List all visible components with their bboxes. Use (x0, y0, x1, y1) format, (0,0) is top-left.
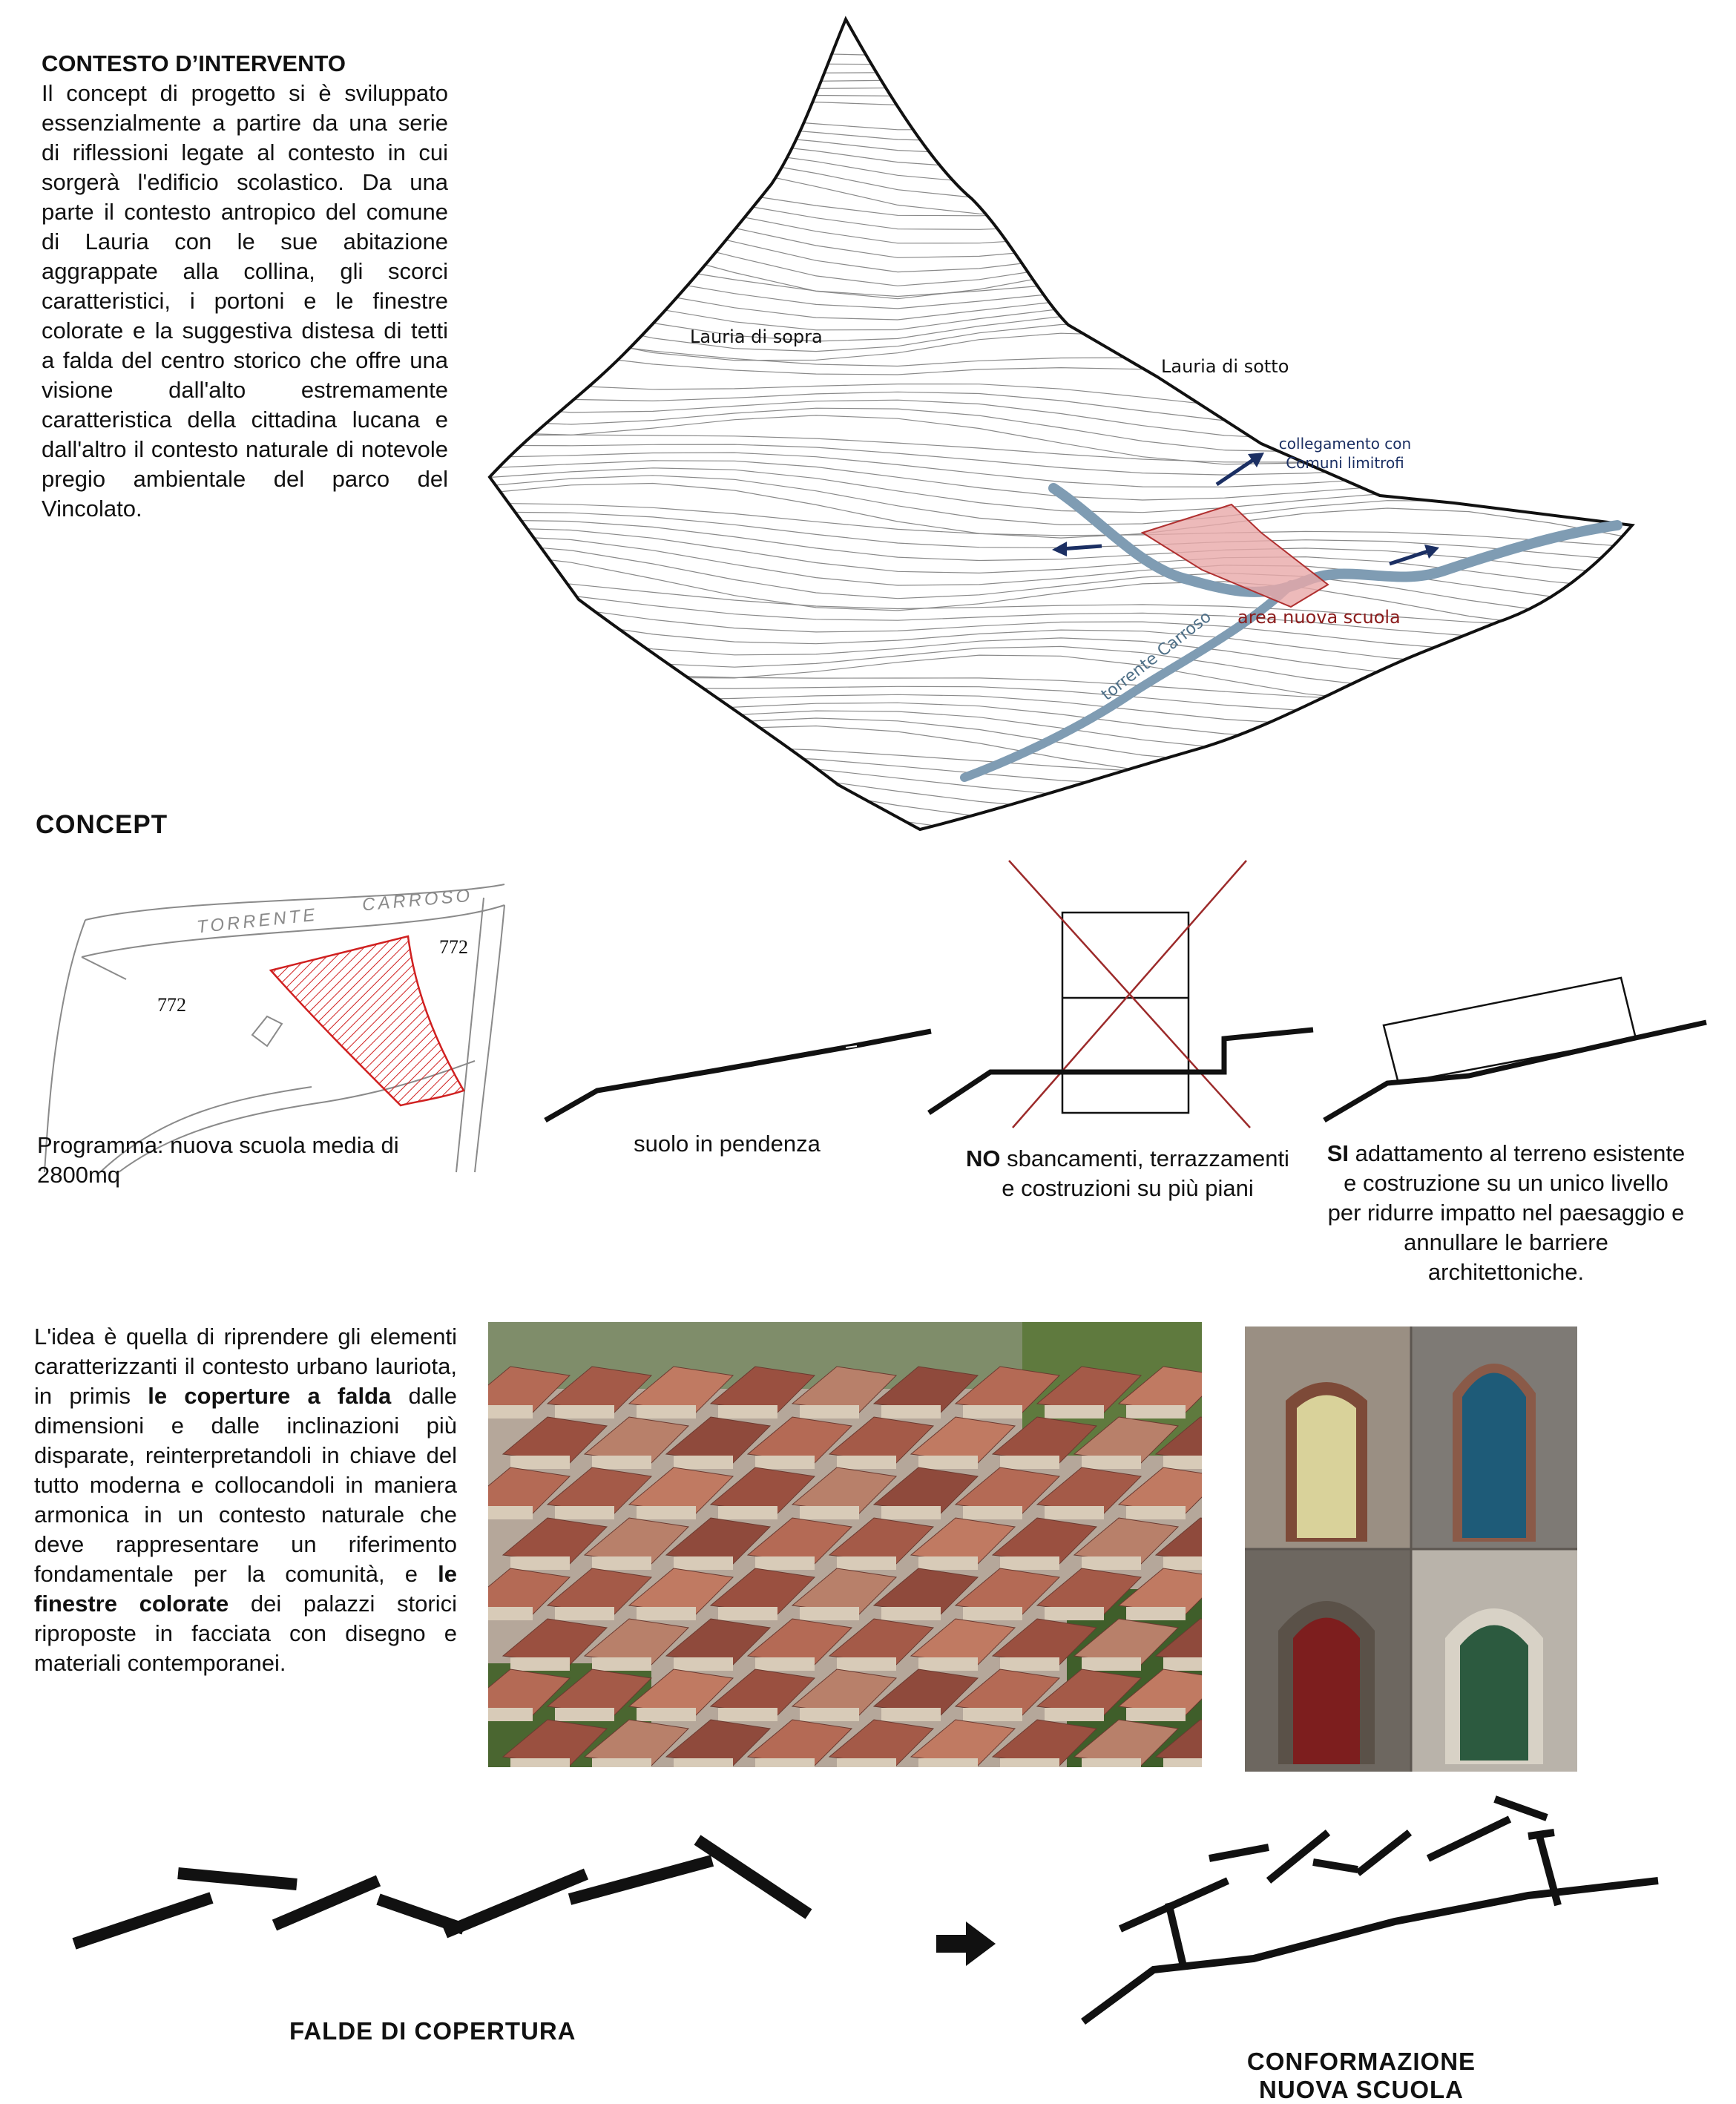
contour-line (490, 203, 1632, 273)
house-wall (1126, 1607, 1186, 1620)
plan-label-carroso: CARROSO (361, 885, 474, 915)
house-wall (755, 1657, 815, 1671)
contour-line (490, 677, 1632, 713)
label-collegamento: collegamento con Comuni limitrofi (1278, 435, 1412, 472)
caption-falde: FALDE DI COPERTURA (289, 2017, 576, 2045)
caption-conformazione: CONFORMAZIONE NUOVA SCUOLA (1246, 2048, 1476, 2103)
house-wall (837, 1758, 896, 1767)
contour-line (490, 196, 1632, 262)
idea-text-1: L'idea è quella di riprendere gli elementi caratterizzanti il contesto urbano lauriota, in primis (34, 1324, 457, 1409)
label-lauria-di-sopra: Lauria di sopra (690, 326, 823, 347)
door-yellow (1297, 1395, 1356, 1539)
house-wall (1000, 1758, 1059, 1767)
arrow-west-icon (1052, 542, 1102, 556)
house-wall (963, 1506, 1022, 1519)
house-wall (637, 1708, 696, 1721)
door-blue (1462, 1373, 1526, 1539)
contour-line (490, 587, 1632, 639)
idea-text-3: dei palazzi storici riproposte in facciata con disegno e materiali contemporanei. (34, 1591, 457, 1676)
contour-line (490, 28, 1632, 84)
contour-line (490, 16, 1632, 73)
contour-line (490, 755, 1632, 786)
no-caption (961, 1144, 1295, 1203)
house-wall (1126, 1506, 1186, 1519)
contour-line (490, 99, 1632, 151)
house-wall (918, 1556, 978, 1570)
contour-line (490, 73, 1632, 128)
house-wall (510, 1758, 570, 1767)
door-green (1460, 1625, 1528, 1761)
house-wall (918, 1456, 978, 1469)
house-wall (963, 1405, 1022, 1418)
house-wall (881, 1506, 941, 1519)
house-wall (1045, 1708, 1104, 1721)
house-wall (1082, 1758, 1141, 1767)
house-wall (718, 1607, 777, 1620)
contour-line (490, 274, 1632, 341)
house-wall (488, 1405, 533, 1418)
slope-diagram (542, 1016, 942, 1128)
house-wall (555, 1506, 614, 1519)
contour-line (490, 145, 1632, 195)
contour-line (490, 243, 1632, 306)
contour-line (490, 795, 1632, 853)
house-wall (510, 1556, 570, 1570)
house-wall (1000, 1556, 1059, 1570)
label-torrente-carroso: torrente Carroso (1098, 607, 1215, 705)
contour-line (490, 219, 1632, 299)
house-wall (674, 1657, 733, 1671)
contour-line (490, 415, 1632, 464)
house-wall (1045, 1405, 1104, 1418)
rooftops-photo (488, 1322, 1202, 1767)
contour-line (490, 57, 1632, 106)
contour-line (490, 153, 1632, 206)
contour-line (490, 378, 1632, 414)
house-wall (1163, 1556, 1202, 1570)
house-wall (1163, 1758, 1202, 1767)
house-wall (592, 1456, 651, 1469)
contour-line (490, 42, 1632, 95)
house-wall (755, 1556, 815, 1570)
contour-line (490, 408, 1632, 452)
contour-line (490, 637, 1632, 690)
house-wall (674, 1456, 733, 1469)
house-wall (674, 1556, 733, 1570)
house-wall (555, 1405, 614, 1418)
house-wall (1045, 1607, 1104, 1620)
contour-line (490, 786, 1632, 838)
house-wall (718, 1708, 777, 1721)
si-bold: SI (1326, 1140, 1349, 1166)
house-wall (674, 1758, 733, 1767)
house-wall (637, 1506, 696, 1519)
house-wall (592, 1657, 651, 1671)
contour-line (490, 135, 1632, 184)
contour-line (490, 125, 1632, 173)
house-wall (800, 1506, 859, 1519)
house-wall (637, 1607, 696, 1620)
house-wall (1000, 1456, 1059, 1469)
house-wall (837, 1657, 896, 1671)
house-wall (555, 1607, 614, 1620)
contour-line (490, 188, 1632, 251)
plan-elevation-left: 772 (157, 994, 186, 1016)
house-wall (592, 1758, 651, 1767)
context-body: Il concept di progetto si è sviluppato essenzialmente a partire da una serie di riflessioni legate al contesto in cui sorgerà l'edificio scolastico. Da una parte il contesto antropico del comune di Lauria con le sue abitazione aggrappate alla collina, gli scorci caratteristici, i portoni e le finestre colorate e la suggestiva distesa di tetti a falda del centro storico che offre una visione dall'alto estremamente caratteristica della cittadina lucana e dall'altro il contesto naturale di notevole pregio ambientale del parco del Vincolato. (42, 80, 448, 522)
contour-line (490, 65, 1632, 117)
slope-caption: suolo in pendenza (634, 1131, 821, 1157)
house-wall (1163, 1657, 1202, 1671)
house-wall (1126, 1708, 1186, 1721)
plan-label-torrente: TORRENTE (195, 904, 319, 938)
house-wall (1045, 1506, 1104, 1519)
house-wall (800, 1708, 859, 1721)
contour-line (490, 691, 1632, 725)
house-wall (918, 1758, 978, 1767)
house-wall (881, 1708, 941, 1721)
house-wall (881, 1405, 941, 1418)
contour-line (490, 623, 1632, 677)
idea-text (34, 1322, 457, 1678)
si-text: adattamento al terreno esistente e costruzione su un unico livello per ridurre impatto nel paesaggio e annullare le barriere architettoniche. (1327, 1140, 1686, 1285)
no-bold: NO (966, 1145, 1001, 1171)
house-wall (718, 1405, 777, 1418)
house-wall (963, 1607, 1022, 1620)
terrain-map (490, 13, 1632, 838)
contour-line (490, 433, 1632, 462)
si-caption (1324, 1139, 1688, 1287)
house-wall (800, 1405, 859, 1418)
terrain-outline (490, 19, 1632, 829)
house-wall (1163, 1456, 1202, 1469)
house-wall (1126, 1405, 1186, 1418)
label-lauria-di-sotto: Lauria di sotto (1161, 356, 1289, 377)
si-diagram (1321, 964, 1721, 1128)
house-wall (1082, 1556, 1141, 1570)
house-wall (881, 1607, 941, 1620)
cross-line-2 (1013, 861, 1246, 1128)
contour-line (490, 81, 1632, 139)
doors-photo (1245, 1326, 1577, 1772)
house-wall (918, 1657, 978, 1671)
contour-line (490, 211, 1632, 286)
falde-diagram (74, 1810, 816, 1988)
house-wall (488, 1607, 533, 1620)
house-wall (837, 1456, 896, 1469)
contour-line (490, 253, 1632, 318)
plan-elevation-right: 772 (439, 936, 468, 958)
house-wall (800, 1607, 859, 1620)
context-section (42, 49, 448, 524)
program-caption: Programma: nuova scuola media di 2800mq (37, 1132, 399, 1188)
contour-line (490, 663, 1632, 700)
contour-line (490, 112, 1632, 162)
house-wall (1082, 1456, 1141, 1469)
contour-lines (490, 16, 1632, 853)
house-wall (1082, 1657, 1141, 1671)
label-area-nuova-scuola: area nuova scuola (1237, 607, 1401, 628)
arrow-northeast-icon (1217, 453, 1264, 484)
house-wall (1000, 1657, 1059, 1671)
concept-heading: CONCEPT (36, 810, 168, 839)
contour-line (490, 577, 1632, 627)
idea-bold-2: le finestre colorate (34, 1561, 457, 1617)
house-wall (510, 1456, 570, 1469)
plan-site-area (271, 936, 464, 1105)
arrow-east-icon (1390, 545, 1439, 564)
contour-line (490, 444, 1632, 475)
contour-line (490, 180, 1632, 240)
contour-line (490, 744, 1632, 774)
context-heading: CONTESTO D’INTERVENTO (42, 50, 346, 76)
house-wall (510, 1657, 570, 1671)
contour-line (490, 328, 1632, 384)
conformazione-diagram (1083, 1788, 1669, 2025)
house-wall (963, 1708, 1022, 1721)
house-wall (718, 1506, 777, 1519)
house-wall (592, 1556, 651, 1570)
contour-line (490, 453, 1632, 487)
contour-line (490, 778, 1632, 823)
contour-line (490, 718, 1632, 763)
contour-line (490, 598, 1632, 652)
contour-line (490, 392, 1632, 426)
contour-line (490, 341, 1632, 395)
contour-line (490, 159, 1632, 217)
contour-line (490, 171, 1632, 229)
no-text: sbancamenti, terrazzamenti e costruzioni su più piani (1000, 1145, 1289, 1201)
house-wall (755, 1758, 815, 1767)
house-wall (488, 1506, 533, 1519)
door-red (1293, 1618, 1360, 1765)
contour-line (490, 300, 1632, 362)
house-wall (555, 1708, 614, 1721)
house-wall (637, 1405, 696, 1418)
idea-bold-1: le coperture a falda (148, 1383, 392, 1409)
house-wall (488, 1708, 533, 1721)
house-wall (755, 1456, 815, 1469)
no-diagram (927, 861, 1328, 1128)
idea-text-2: dalle dimensioni e dalle inclinazioni più disparate, reinterpretandoli in chiave del tutto moderna e collocandoli in maniera armonica in un contesto naturale che deve rappresentare un riferimento fondamentale per la comunità, e (34, 1383, 458, 1587)
house-wall (837, 1556, 896, 1570)
